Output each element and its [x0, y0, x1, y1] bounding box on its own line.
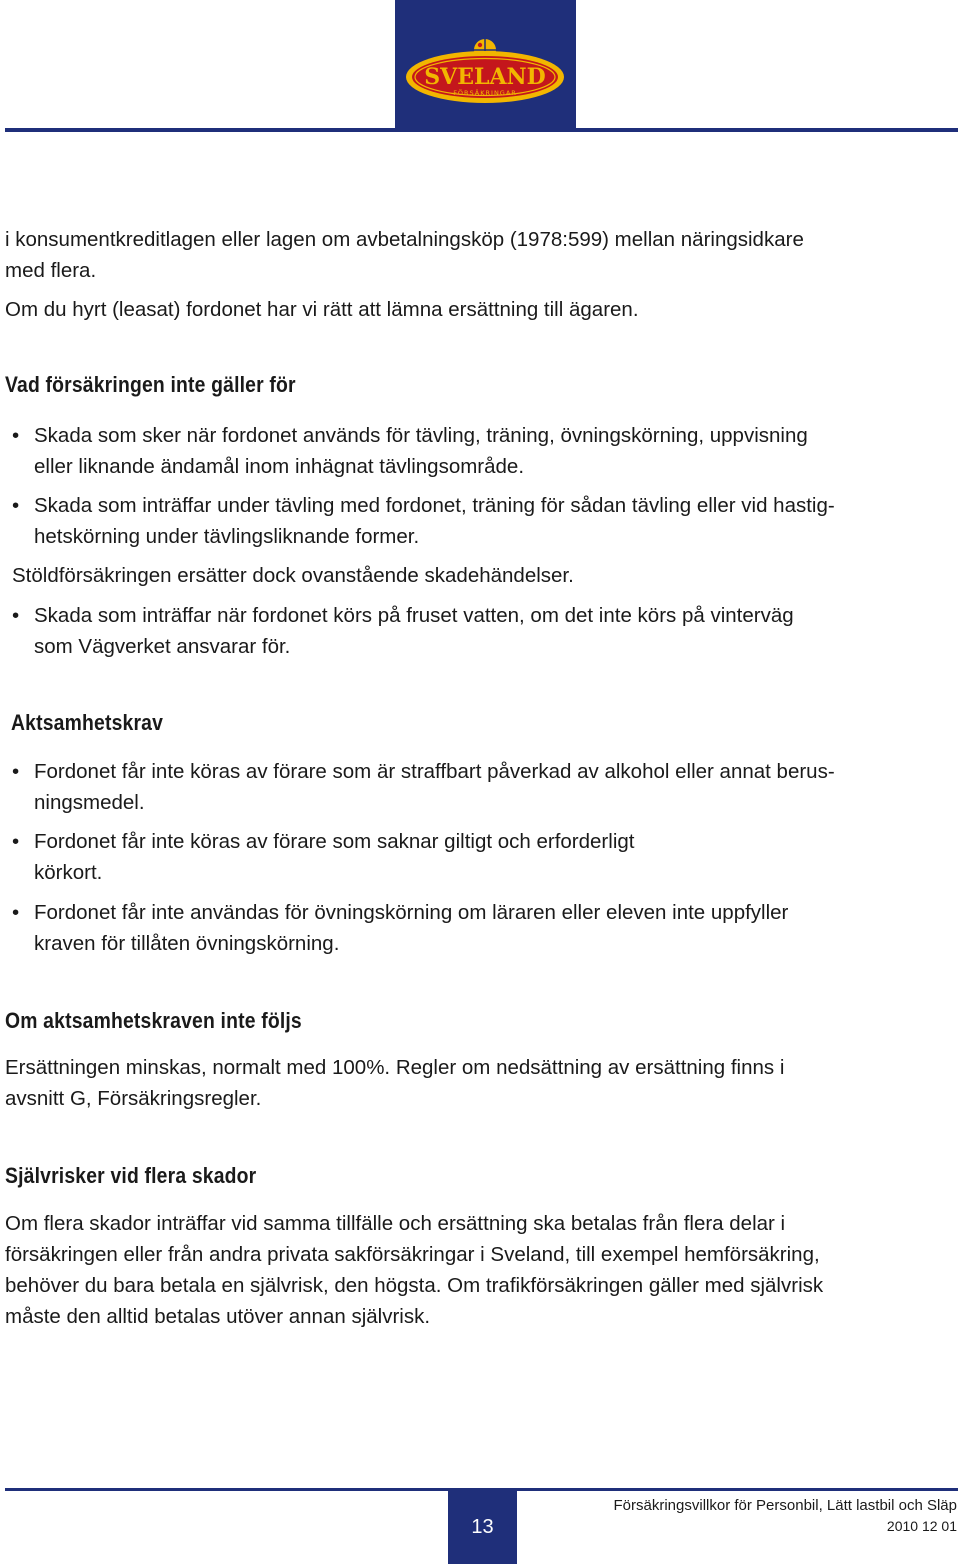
- list-item-text: kraven för tillåten övningskörning.: [34, 932, 340, 955]
- list-item-text: Fordonet får inte köras av förare som är straffbart påverkad av alkohol eller annat berus-: [34, 760, 835, 783]
- deductibles-paragraph: [5, 1208, 955, 1332]
- list-item: [12, 600, 952, 662]
- list-item: [12, 490, 952, 552]
- list-item-text: Skada som inträffar när fordonet körs på fruset vatten, om det inte körs på vinterväg: [34, 604, 794, 627]
- list-item: [12, 897, 952, 959]
- paragraph-line: behöver du bara betala en självrisk, den högsta. Om trafikförsäkringen gäller med självrisk: [5, 1274, 824, 1297]
- section-heading-noncompliance: Om aktsamhetskraven inte följs: [5, 1008, 302, 1033]
- list-item-text: Skada som inträffar under tävling med fordonet, träning för sådan tävling eller vid hastig-: [34, 494, 835, 517]
- list-item-text: hetskörning under tävlingsliknande former.: [34, 525, 420, 548]
- leasing-note: Om du hyrt (leasat) fordonet har vi rätt att lämna ersättning till ägaren.: [5, 298, 639, 321]
- bullet-icon: •: [12, 604, 20, 627]
- section-heading-diligence: Aktsamhetskrav: [11, 710, 164, 735]
- logo-emblem: [395, 0, 576, 131]
- list-item-text: som Vägverket ansvarar för.: [34, 635, 291, 658]
- section-heading-deductibles: Självrisker vid flera skador: [5, 1163, 257, 1188]
- list-item-text: Fordonet får inte köras av förare som saknar giltigt och erforderligt: [34, 830, 635, 853]
- bullet-icon: •: [12, 424, 20, 447]
- theft-insurance-note: Stöldförsäkringen ersätter dock ovanstående skadehändelser.: [12, 564, 574, 587]
- paragraph-line: Om flera skador inträffar vid samma tillfälle och ersättning ska betalas från flera delar i: [5, 1212, 786, 1235]
- paragraph-line: Ersättningen minskas, normalt med 100%. Regler om nedsättning av ersättning finns i: [5, 1056, 785, 1079]
- intro-paragraph: [5, 224, 955, 286]
- paragraph-line: avsnitt G, Försäkringsregler.: [5, 1087, 262, 1110]
- list-item-text: Skada som sker när fordonet används för tävling, träning, övningskörning, uppvisning: [34, 424, 808, 447]
- header-divider: [5, 128, 958, 132]
- bullet-icon: •: [12, 760, 20, 783]
- noncompliance-paragraph: [5, 1052, 955, 1114]
- section-heading-exclusions: Vad försäkringen inte gäller för: [5, 372, 296, 397]
- bullet-icon: •: [12, 901, 20, 924]
- list-item-text: körkort.: [34, 861, 103, 884]
- brand-text: SVELAND: [424, 64, 546, 90]
- bullet-icon: •: [12, 830, 20, 853]
- page-number: 13: [448, 1491, 517, 1564]
- document-date: 2010 12 01: [886, 1518, 957, 1534]
- list-item: [12, 420, 952, 482]
- sveland-logo: [395, 0, 576, 131]
- document-title: Försäkringsvillkor för Personbil, Lätt lastbil och Släp: [613, 1497, 957, 1514]
- paragraph-line: försäkringen eller från andra privata sakförsäkringar i Sveland, till exempel hemförsäkring,: [5, 1243, 820, 1266]
- list-item: [12, 826, 952, 888]
- paragraph-line: måste den alltid betalas utöver annan självrisk.: [5, 1305, 431, 1328]
- bullet-icon: •: [12, 494, 20, 517]
- list-item-text: ningsmedel.: [34, 791, 145, 814]
- intro-line: i konsumentkreditlagen eller lagen om avbetalningsköp (1978:599) mellan näringsidkare: [5, 228, 804, 251]
- intro-line: med flera.: [5, 259, 97, 282]
- brand-subtext: FÖRSÄKRINGAR: [453, 89, 517, 97]
- list-item: [12, 756, 952, 818]
- list-item-text: Fordonet får inte användas för övningskörning om läraren eller eleven inte uppfyller: [34, 901, 789, 924]
- list-item-text: eller liknande ändamål inom inhägnat tävlingsområde.: [34, 455, 525, 478]
